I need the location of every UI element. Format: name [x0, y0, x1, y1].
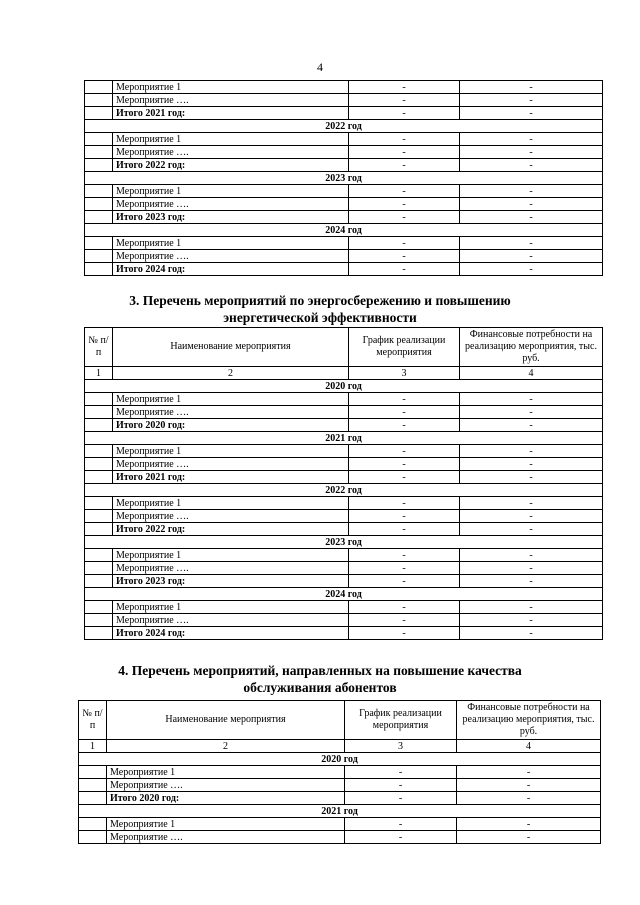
- year-row: [85, 224, 603, 237]
- measure-name: Мероприятие ….: [113, 510, 349, 523]
- table-row: [85, 510, 603, 523]
- schedule-value: -: [349, 185, 460, 198]
- row-num-cell: [85, 406, 113, 419]
- row-num-cell: [85, 263, 113, 276]
- finance-value: -: [460, 237, 603, 250]
- header-schedule: График реализации мероприятия: [345, 701, 457, 740]
- finance-value: -: [460, 198, 603, 211]
- col-number: 2: [113, 367, 349, 380]
- measure-name: Мероприятие 1: [113, 133, 349, 146]
- finance-value: -: [460, 445, 603, 458]
- row-num-cell: [85, 185, 113, 198]
- finance-value: -: [460, 471, 603, 484]
- year-label: 2023 год: [85, 536, 603, 549]
- row-num-cell: [85, 211, 113, 224]
- total-row: [79, 792, 601, 805]
- finance-value: -: [457, 792, 601, 805]
- header-name: Наименование мероприятия: [107, 701, 345, 740]
- year-row: [85, 172, 603, 185]
- measure-name: Мероприятие 1: [113, 601, 349, 614]
- schedule-value: -: [349, 107, 460, 120]
- schedule-value: -: [349, 211, 460, 224]
- section4-table: [78, 700, 601, 844]
- row-num-cell: [85, 146, 113, 159]
- row-num-cell: [79, 831, 107, 844]
- finance-value: -: [460, 549, 603, 562]
- finance-value: -: [460, 575, 603, 588]
- header-finance: Финансовые потребности на реализацию мероприятия, тыс. руб.: [460, 328, 603, 367]
- row-num-cell: [85, 133, 113, 146]
- schedule-value: -: [345, 831, 457, 844]
- header-row: [85, 328, 603, 367]
- table-row: [85, 185, 603, 198]
- table-row: [79, 779, 601, 792]
- year-label: 2022 год: [85, 120, 603, 133]
- header-schedule: График реализации мероприятия: [349, 328, 460, 367]
- schedule-value: -: [349, 458, 460, 471]
- col-number: 2: [107, 740, 345, 753]
- schedule-value: -: [349, 81, 460, 94]
- schedule-value: -: [349, 263, 460, 276]
- schedule-value: -: [349, 549, 460, 562]
- section3-table: [84, 327, 603, 640]
- measure-name: Итого 2022 год:: [113, 159, 349, 172]
- schedule-value: -: [349, 497, 460, 510]
- measure-name: Итого 2023 год:: [113, 211, 349, 224]
- col-number: 1: [79, 740, 107, 753]
- schedule-value: -: [349, 471, 460, 484]
- measure-name: Итого 2024 год:: [113, 263, 349, 276]
- finance-value: -: [460, 159, 603, 172]
- section4-title: [0, 662, 640, 696]
- row-num-cell: [79, 779, 107, 792]
- finance-value: -: [460, 627, 603, 640]
- table-row: [79, 766, 601, 779]
- measure-name: Итого 2020 год:: [107, 792, 345, 805]
- row-num-cell: [85, 81, 113, 94]
- finance-value: -: [460, 497, 603, 510]
- table-row: [85, 458, 603, 471]
- year-label: 2020 год: [85, 380, 603, 393]
- year-row: [85, 120, 603, 133]
- table-row: [85, 237, 603, 250]
- section3-title: [0, 292, 640, 326]
- year-label: 2022 год: [85, 484, 603, 497]
- schedule-value: -: [349, 159, 460, 172]
- schedule-value: -: [349, 575, 460, 588]
- row-num-cell: [85, 419, 113, 432]
- row-num-cell: [85, 575, 113, 588]
- finance-value: -: [460, 211, 603, 224]
- finance-value: -: [460, 133, 603, 146]
- finance-value: -: [460, 562, 603, 575]
- finance-value: -: [460, 94, 603, 107]
- finance-value: -: [460, 393, 603, 406]
- total-row: [85, 575, 603, 588]
- schedule-value: -: [349, 393, 460, 406]
- row-num-cell: [85, 445, 113, 458]
- schedule-value: -: [349, 406, 460, 419]
- table-row: [85, 94, 603, 107]
- row-num-cell: [85, 562, 113, 575]
- table-row: [85, 497, 603, 510]
- finance-value: -: [460, 601, 603, 614]
- measure-name: Итого 2021 год:: [113, 107, 349, 120]
- schedule-value: -: [349, 510, 460, 523]
- year-label: 2024 год: [85, 224, 603, 237]
- year-row: [79, 753, 601, 766]
- year-row: [85, 588, 603, 601]
- section3-title-line2: энергетической эффективности: [223, 310, 417, 325]
- finance-value: -: [457, 818, 601, 831]
- measure-name: Мероприятие ….: [113, 406, 349, 419]
- finance-value: -: [457, 831, 601, 844]
- finance-value: -: [460, 146, 603, 159]
- row-num-cell: [85, 198, 113, 211]
- measure-name: Мероприятие ….: [113, 94, 349, 107]
- total-row: [85, 263, 603, 276]
- row-num-cell: [85, 393, 113, 406]
- year-label: 2021 год: [79, 805, 601, 818]
- row-num-cell: [85, 159, 113, 172]
- measure-name: Мероприятие 1: [113, 497, 349, 510]
- schedule-value: -: [349, 237, 460, 250]
- schedule-value: -: [345, 792, 457, 805]
- schedule-value: -: [349, 94, 460, 107]
- finance-value: -: [460, 185, 603, 198]
- finance-value: -: [460, 107, 603, 120]
- measure-name: Мероприятие ….: [113, 146, 349, 159]
- table-row: [85, 601, 603, 614]
- row-num-cell: [85, 549, 113, 562]
- finance-value: -: [457, 779, 601, 792]
- column-number-row: [85, 367, 603, 380]
- table-row: [85, 445, 603, 458]
- row-num-cell: [79, 818, 107, 831]
- measure-name: Мероприятие ….: [113, 458, 349, 471]
- finance-value: -: [460, 406, 603, 419]
- total-row: [85, 523, 603, 536]
- year-label: 2021 год: [85, 432, 603, 445]
- year-label: 2023 год: [85, 172, 603, 185]
- schedule-value: -: [345, 818, 457, 831]
- table-row: [85, 198, 603, 211]
- row-num-cell: [85, 627, 113, 640]
- schedule-value: -: [349, 627, 460, 640]
- row-num-cell: [85, 458, 113, 471]
- row-num-cell: [85, 250, 113, 263]
- table-row: [85, 133, 603, 146]
- measure-name: Мероприятие ….: [113, 250, 349, 263]
- row-num-cell: [85, 614, 113, 627]
- total-row: [85, 419, 603, 432]
- header-finance: Финансовые потребности на реализацию мероприятия, тыс. руб.: [457, 701, 601, 740]
- header-name: Наименование мероприятия: [113, 328, 349, 367]
- col-number: 3: [349, 367, 460, 380]
- year-row: [85, 432, 603, 445]
- row-num-cell: [85, 601, 113, 614]
- col-number: 3: [345, 740, 457, 753]
- total-row: [85, 211, 603, 224]
- finance-value: -: [460, 263, 603, 276]
- total-row: [85, 471, 603, 484]
- header-row: [79, 701, 601, 740]
- row-num-cell: [79, 792, 107, 805]
- schedule-value: -: [349, 562, 460, 575]
- finance-value: -: [457, 766, 601, 779]
- measure-name: Мероприятие 1: [113, 549, 349, 562]
- table-row: [79, 831, 601, 844]
- schedule-value: -: [349, 614, 460, 627]
- measure-name: Итого 2021 год:: [113, 471, 349, 484]
- row-num-cell: [85, 471, 113, 484]
- schedule-value: -: [349, 523, 460, 536]
- year-row: [85, 536, 603, 549]
- table-continued: [84, 80, 603, 276]
- header-num: № п/п: [85, 328, 113, 367]
- schedule-value: -: [349, 445, 460, 458]
- finance-value: -: [460, 510, 603, 523]
- table-row: [79, 818, 601, 831]
- schedule-value: -: [345, 779, 457, 792]
- finance-value: -: [460, 614, 603, 627]
- measure-name: Мероприятие ….: [107, 831, 345, 844]
- schedule-value: -: [349, 133, 460, 146]
- schedule-value: -: [349, 198, 460, 211]
- table-row: [85, 614, 603, 627]
- measure-name: Мероприятие 1: [107, 818, 345, 831]
- table-row: [85, 250, 603, 263]
- total-row: [85, 627, 603, 640]
- schedule-value: -: [345, 766, 457, 779]
- measure-name: Мероприятие 1: [113, 393, 349, 406]
- row-num-cell: [79, 766, 107, 779]
- schedule-value: -: [349, 250, 460, 263]
- measure-name: Итого 2023 год:: [113, 575, 349, 588]
- total-row: [85, 159, 603, 172]
- row-num-cell: [85, 94, 113, 107]
- table-row: [85, 81, 603, 94]
- schedule-value: -: [349, 601, 460, 614]
- header-num: № п/п: [79, 701, 107, 740]
- measure-name: Мероприятие ….: [107, 779, 345, 792]
- section4-title-line1: 4. Перечень мероприятий, направленных на повышение качества: [118, 663, 522, 678]
- finance-value: -: [460, 250, 603, 263]
- table-row: [85, 393, 603, 406]
- year-row: [79, 805, 601, 818]
- total-row: [85, 107, 603, 120]
- col-number: 1: [85, 367, 113, 380]
- table-row: [85, 146, 603, 159]
- col-number: 4: [457, 740, 601, 753]
- year-row: [85, 380, 603, 393]
- measure-name: Мероприятие 1: [113, 237, 349, 250]
- year-row: [85, 484, 603, 497]
- table-row: [85, 549, 603, 562]
- measure-name: Итого 2020 год:: [113, 419, 349, 432]
- schedule-value: -: [349, 146, 460, 159]
- col-number: 4: [460, 367, 603, 380]
- measure-name: Итого 2022 год:: [113, 523, 349, 536]
- column-number-row: [79, 740, 601, 753]
- row-num-cell: [85, 523, 113, 536]
- measure-name: Мероприятие 1: [113, 81, 349, 94]
- measure-name: Мероприятие 1: [113, 185, 349, 198]
- year-label: 2020 год: [79, 753, 601, 766]
- measure-name: Итого 2024 год:: [113, 627, 349, 640]
- measure-name: Мероприятие ….: [113, 198, 349, 211]
- measure-name: Мероприятие ….: [113, 614, 349, 627]
- finance-value: -: [460, 458, 603, 471]
- measure-name: Мероприятие 1: [113, 445, 349, 458]
- measure-name: Мероприятие ….: [113, 562, 349, 575]
- measure-name: Мероприятие 1: [107, 766, 345, 779]
- finance-value: -: [460, 523, 603, 536]
- section4-title-line2: обслуживания абонентов: [243, 680, 397, 695]
- row-num-cell: [85, 497, 113, 510]
- schedule-value: -: [349, 419, 460, 432]
- finance-value: -: [460, 81, 603, 94]
- row-num-cell: [85, 237, 113, 250]
- page-number: 4: [317, 60, 323, 74]
- year-label: 2024 год: [85, 588, 603, 601]
- table-row: [85, 562, 603, 575]
- row-num-cell: [85, 107, 113, 120]
- table-row: [85, 406, 603, 419]
- section3-title-line1: 3. Перечень мероприятий по энергосбережению и повышению: [129, 293, 511, 308]
- finance-value: -: [460, 419, 603, 432]
- row-num-cell: [85, 510, 113, 523]
